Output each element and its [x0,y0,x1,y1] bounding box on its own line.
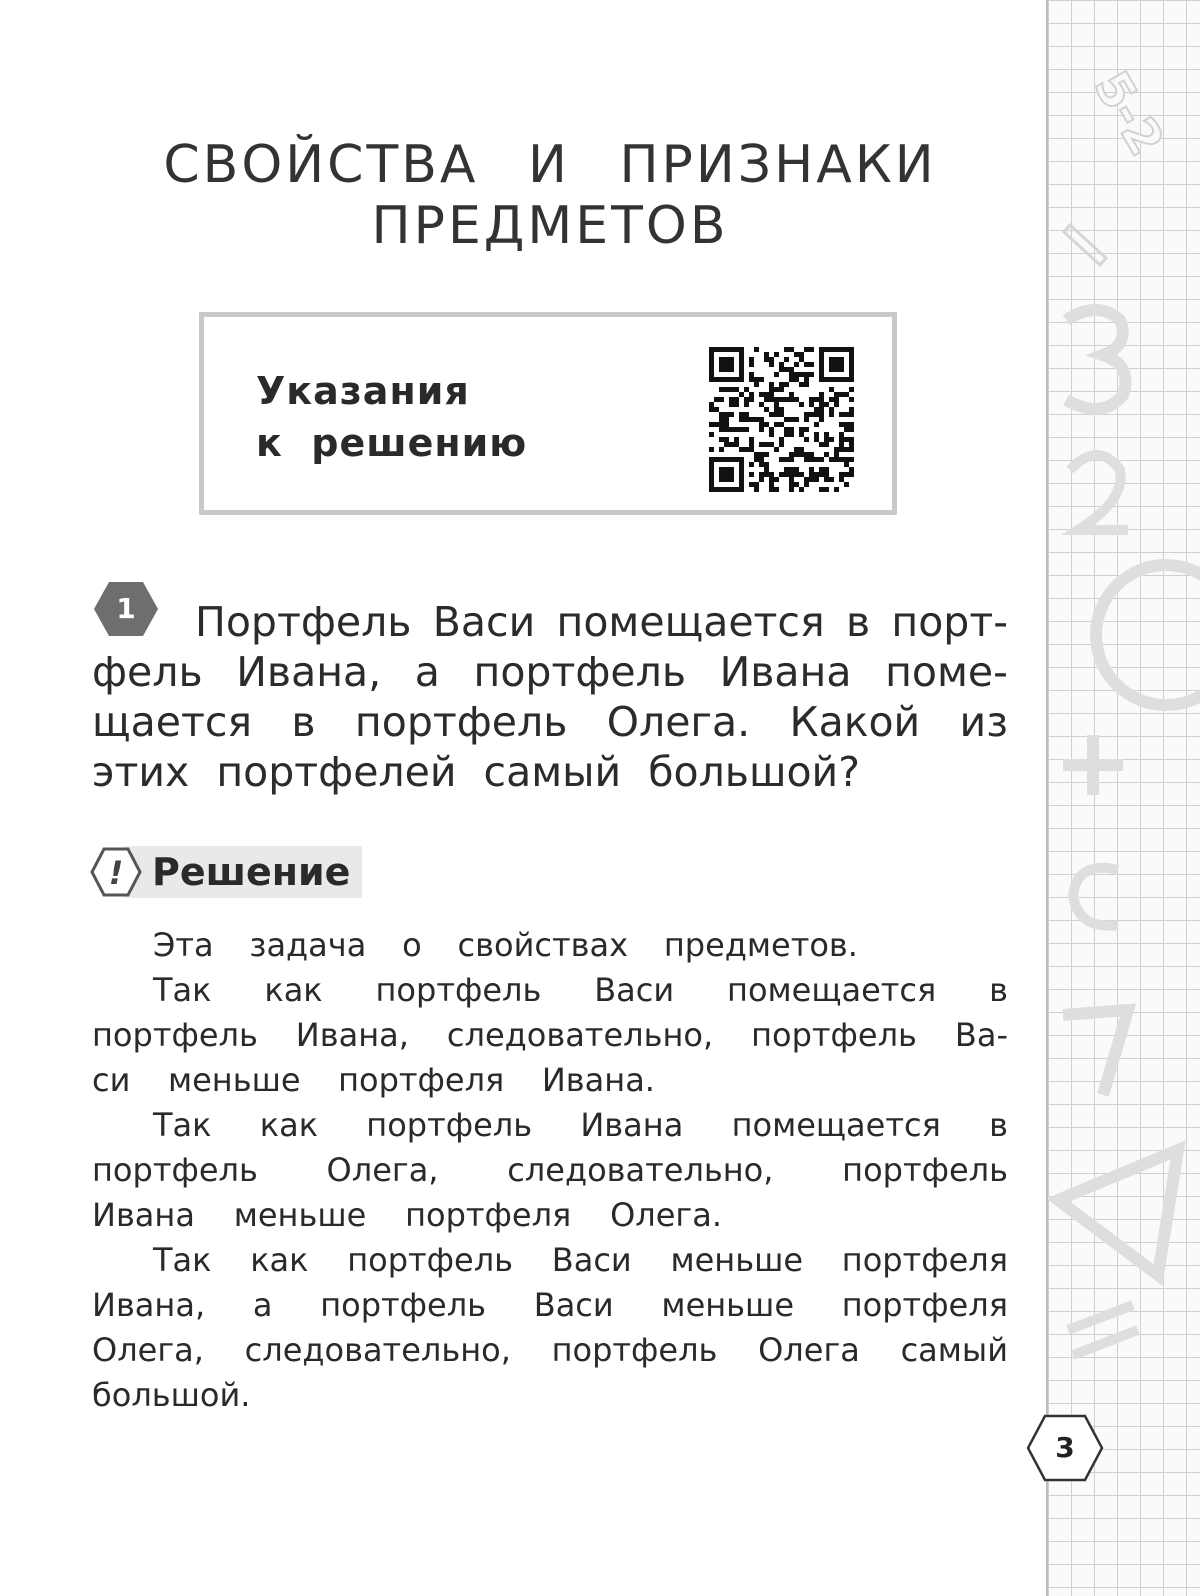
task-number-badge [93,580,159,638]
solution-word: следовательно, [244,1331,511,1369]
solution-word: как [264,971,323,1009]
solution-header [90,846,362,898]
solution-text-line [92,1331,1008,1369]
hint-label-line1: Указания [256,369,470,413]
solution-word: а [252,1286,273,1324]
solution-word: Ивана, [295,1016,409,1054]
solution-text-line [92,1061,655,1099]
solution-word: большой. [92,1376,251,1414]
task-word: в [291,698,316,746]
solution-word: в [989,971,1008,1009]
solution-word: как [250,1241,309,1279]
solution-word: меньше [670,1241,804,1279]
page-number: 3 [1055,1431,1075,1464]
solution-word: портфель [375,971,542,1009]
margin-grid-decoration [1046,0,1200,1596]
task-word: Портфель [195,598,412,646]
solution-text-line [92,1376,272,1414]
solution-word: портфель [551,1331,718,1369]
solution-word: следовательно, [507,1151,774,1189]
solution-text-line [153,971,1008,1009]
task-text-line [92,748,860,796]
task-word: поме- [885,648,1008,696]
task-word: в [845,598,871,646]
solution-text-line [92,1286,1008,1324]
solution-word: Эта [153,926,214,964]
solution-text-line [92,1196,722,1234]
page-number-badge [1025,1413,1105,1483]
solution-word: портфеля [338,1061,505,1099]
solution-label: Решение [152,850,351,894]
solution-word: Ивана. [541,1061,655,1099]
solution-word: Олега [758,1331,860,1369]
hint-box[interactable] [199,312,897,515]
solution-word: Ивана [92,1196,195,1234]
solution-word: портфель [92,1151,258,1189]
qr-code-icon[interactable] [709,347,854,492]
solution-word: Олега, [326,1151,439,1189]
solution-word: предметов. [663,926,858,964]
task-text-line [195,598,1008,646]
solution-word: меньше [167,1061,301,1099]
solution-text-line [92,1016,1008,1054]
solution-word: Так [153,971,212,1009]
solution-word: портфель [366,1106,533,1144]
solution-word: Олега. [610,1196,722,1234]
solution-word: Васи [551,1241,632,1279]
solution-word: свойствах [457,926,628,964]
task-text-line [92,648,1008,696]
solution-word: портфеля [405,1196,572,1234]
task-word: Ивана, [236,648,382,696]
task-word: фель [92,648,203,696]
solution-word: портфель [751,1016,917,1054]
solution-word: портфель [347,1241,514,1279]
task-word: портфель [354,698,568,746]
solution-word: Васи [533,1286,614,1324]
solution-word: самый [900,1331,1008,1369]
task-word: из [959,698,1008,746]
solution-text-line [153,1106,1008,1144]
solution-word: портфеля [841,1241,1008,1279]
three-symbol [1066,310,1126,409]
solution-word: помещается [727,971,937,1009]
page-title-line1: СВОЙСТВА И ПРИЗНАКИ [163,135,937,195]
task-word: Какой [789,698,921,746]
solution-word: Так [153,1106,212,1144]
solution-text-line [153,926,858,964]
page-title-line2: ПРЕДМЕТОВ [371,196,729,256]
minus-symbol [1064,225,1106,265]
solution-word: Ва- [954,1016,1008,1054]
task-word: этих [92,748,190,796]
solution-text-line [92,1151,1008,1189]
task-word: помещается [556,598,825,646]
c-symbol [1073,868,1118,926]
task-word: самый [483,748,622,796]
solution-word: как [259,1106,319,1144]
task-word: щается [92,698,253,746]
two-symbol [1070,455,1128,530]
svg-text:!: ! [108,854,124,892]
exclamation-hexagon-icon [90,846,142,898]
solution-word: о [402,926,422,964]
task-number: 1 [116,592,136,625]
hint-label-line2: к решению [256,421,528,465]
solution-text-line [153,1241,1008,1279]
solution-word: Ивана [580,1106,684,1144]
task-word: Ивана [719,648,852,696]
task-word: Васи [432,598,536,646]
task-word: Олега. [606,698,751,746]
solution-word: портфель [320,1286,486,1324]
solution-word: портфеля [841,1286,1008,1324]
solution-word: задача [249,926,367,964]
solution-word: Васи [594,971,675,1009]
hint-label [256,365,527,469]
solution-word: меньше [233,1196,367,1234]
task-text-line [92,698,1008,746]
task-word: портфелей [216,748,457,796]
solution-word: портфель [842,1151,1008,1189]
circle-symbol [1096,565,1200,705]
math-symbols-decoration [1048,0,1200,1596]
seven-symbol [1063,1010,1128,1095]
task-word: порт- [891,598,1008,646]
solution-word: следовательно, [446,1016,714,1054]
triangle-symbol [1058,1150,1178,1275]
solution-word: Ивана, [92,1286,206,1324]
solution-word: Так [153,1241,212,1279]
solution-word: помещается [731,1106,941,1144]
plus-symbol [1063,735,1123,795]
solution-word: портфель [92,1016,258,1054]
task-word: портфель [473,648,686,696]
solution-word: си [92,1061,131,1099]
margin-decor-text: 5-2 [1082,62,1175,166]
task-word: большой? [648,748,860,796]
solution-word: меньше [661,1286,794,1324]
solution-word: Олега, [92,1331,204,1369]
solution-word: в [989,1106,1008,1144]
task-word: а [414,648,440,696]
equals-symbol [1068,1305,1138,1355]
